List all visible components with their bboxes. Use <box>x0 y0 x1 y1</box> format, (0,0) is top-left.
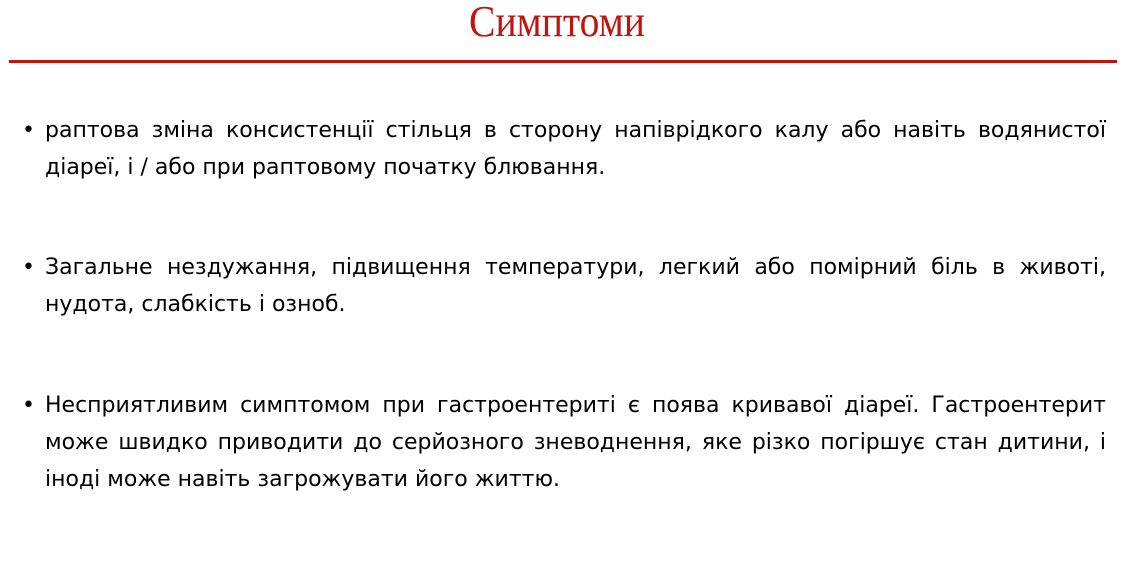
list-item: • раптова зміна консистенції стільця в сторону напіврідкого калу або навіть водянистої діареї, і / або при раптовому початку блювання. <box>45 112 1106 186</box>
list-item: • Загальне нездужання, підвищення температури, легкий або помірний біль в животі, нудота, слабкість і озноб. <box>45 249 1106 323</box>
list-item: • Несприятливим симптомом при гастроентериті є поява кривавої діареї. Гастроентерит може швидко приводити до серйозного зневоднення, яке різко погіршує стан дитини, і іноді може навіть загрожувати його життю. <box>45 387 1106 498</box>
title-divider <box>9 60 1117 63</box>
slide-title: Симптоми <box>469 0 645 46</box>
